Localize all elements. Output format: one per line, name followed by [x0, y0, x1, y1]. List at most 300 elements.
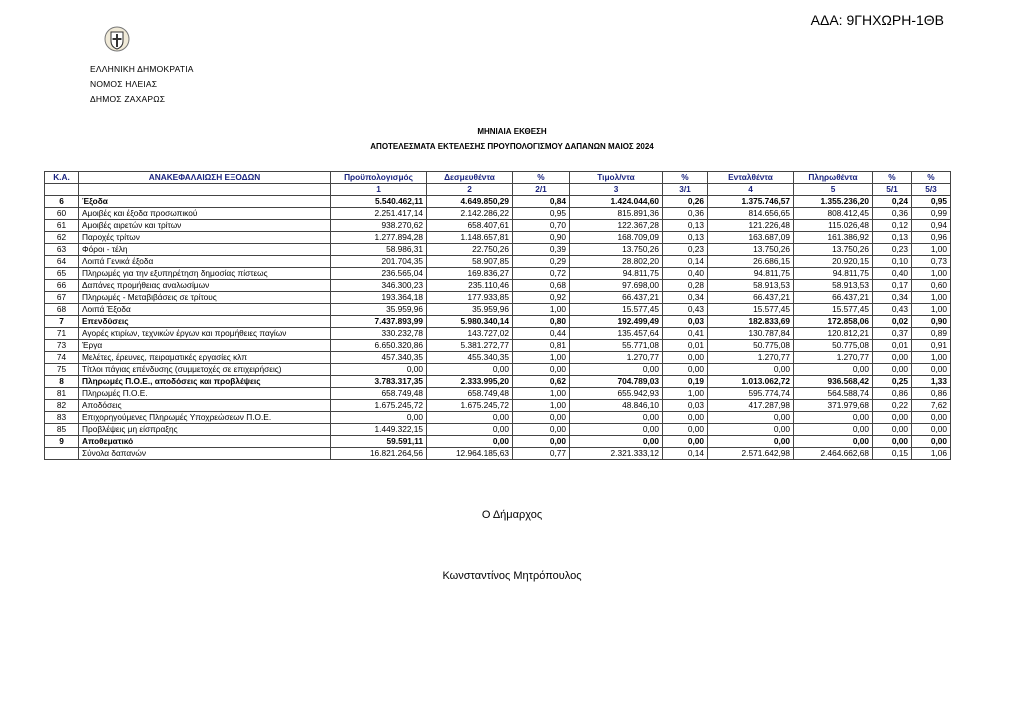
- pct-3-1-cell: 0,00: [663, 436, 708, 448]
- paid-cell: 58.913,53: [794, 280, 873, 292]
- description-cell: Αποθεματικό: [79, 436, 331, 448]
- invoiced-cell: 97.698,00: [570, 280, 663, 292]
- code-cell: [45, 448, 79, 460]
- pct-2-1-cell: 0,62: [513, 376, 570, 388]
- ordered-cell: 1.375.746,57: [708, 196, 794, 208]
- pct-5-3-cell: 0,89: [912, 328, 951, 340]
- pct-3-1-cell: 0,43: [663, 304, 708, 316]
- pct-5-3-cell: 1,00: [912, 352, 951, 364]
- committed-cell: 22.750,26: [427, 244, 513, 256]
- invoiced-cell: 13.750,26: [570, 244, 663, 256]
- pct-5-1-cell: 0,23: [873, 244, 912, 256]
- paid-cell: 20.920,15: [794, 256, 873, 268]
- pct-5-3-cell: 0,96: [912, 232, 951, 244]
- report-subtitle: ΑΠΟΤΕΛΕΣΜΑΤΑ ΕΚΤΕΛΕΣΗΣ ΠΡΟΥΠΟΛΟΓΙΣΜΟΥ ΔΑΠΑΝΩΝ ΜΑΙΟΣ 2024: [370, 142, 654, 151]
- pct-5-1-cell: 0,00: [873, 364, 912, 376]
- header-ordered: Ενταλθέντα: [708, 172, 794, 184]
- committed-cell: 2.142.286,22: [427, 208, 513, 220]
- table-row: [45, 244, 951, 256]
- pct-2-1-cell: 0,84: [513, 196, 570, 208]
- description-cell: Παροχές τρίτων: [79, 232, 331, 244]
- invoiced-cell: 655.942,93: [570, 388, 663, 400]
- committed-cell: 35.959,96: [427, 304, 513, 316]
- budget-cell: 346.300,23: [331, 280, 427, 292]
- subheader-cell: 5/3: [912, 184, 951, 196]
- invoiced-cell: 704.789,03: [570, 376, 663, 388]
- ordered-cell: 50.775,08: [708, 340, 794, 352]
- pct-5-3-cell: 1,00: [912, 268, 951, 280]
- header-committed: Δεσμευθέντα: [427, 172, 513, 184]
- pct-5-1-cell: 0,00: [873, 424, 912, 436]
- paid-cell: 1.355.236,20: [794, 196, 873, 208]
- ordered-cell: 814.656,65: [708, 208, 794, 220]
- paid-cell: 50.775,08: [794, 340, 873, 352]
- ordered-cell: 182.833,69: [708, 316, 794, 328]
- pct-3-1-cell: 0,00: [663, 424, 708, 436]
- pct-2-1-cell: 1,00: [513, 400, 570, 412]
- description-cell: Δαπάνες προμήθειας αναλωσίμων: [79, 280, 331, 292]
- pct-2-1-cell: 0,95: [513, 208, 570, 220]
- invoiced-cell: 0,00: [570, 412, 663, 424]
- ordered-cell: 26.686,15: [708, 256, 794, 268]
- code-cell: 7: [45, 316, 79, 328]
- description-cell: Μελέτες, έρευνες, πειραματικές εργασίες κλπ: [79, 352, 331, 364]
- description-cell: Προβλέψεις μη είσπραξης: [79, 424, 331, 436]
- table-row: [45, 436, 951, 448]
- budget-cell: 1.675.245,72: [331, 400, 427, 412]
- description-cell: Λοιπά Γενικά έξοδα: [79, 256, 331, 268]
- committed-cell: 0,00: [427, 436, 513, 448]
- paid-cell: 936.568,42: [794, 376, 873, 388]
- pct-5-1-cell: 0,12: [873, 220, 912, 232]
- pct-2-1-cell: 0,00: [513, 364, 570, 376]
- code-cell: 66: [45, 280, 79, 292]
- header-pct-3-1: %: [663, 172, 708, 184]
- ordered-cell: 15.577,45: [708, 304, 794, 316]
- pct-3-1-cell: 1,00: [663, 388, 708, 400]
- paid-cell: 13.750,26: [794, 244, 873, 256]
- pct-5-3-cell: 0,00: [912, 436, 951, 448]
- code-cell: 85: [45, 424, 79, 436]
- code-cell: 63: [45, 244, 79, 256]
- committed-cell: 1.675.245,72: [427, 400, 513, 412]
- subheader-cell: 2: [427, 184, 513, 196]
- pct-3-1-cell: 0,00: [663, 364, 708, 376]
- budget-cell: 3.783.317,35: [331, 376, 427, 388]
- invoiced-cell: 0,00: [570, 436, 663, 448]
- pct-2-1-cell: 1,00: [513, 304, 570, 316]
- table-row: [45, 388, 951, 400]
- table-row: [45, 292, 951, 304]
- code-cell: 74: [45, 352, 79, 364]
- pct-2-1-cell: 0,80: [513, 316, 570, 328]
- budget-cell: 236.565,04: [331, 268, 427, 280]
- description-cell: Πληρωμές για την εξυπηρέτηση δημοσίας πίστεως: [79, 268, 331, 280]
- pct-5-1-cell: 0,02: [873, 316, 912, 328]
- subheader-cell: 3: [570, 184, 663, 196]
- pct-2-1-cell: 0,00: [513, 412, 570, 424]
- code-cell: 73: [45, 340, 79, 352]
- committed-cell: 58.907,85: [427, 256, 513, 268]
- pct-3-1-cell: 0,41: [663, 328, 708, 340]
- budget-table: [44, 171, 951, 460]
- pct-5-3-cell: 0,00: [912, 364, 951, 376]
- description-cell: Αμοιβές και έξοδα προσωπικού: [79, 208, 331, 220]
- pct-2-1-cell: 0,90: [513, 232, 570, 244]
- table-row: [45, 196, 951, 208]
- pct-5-3-cell: 0,86: [912, 388, 951, 400]
- subheader-cell: 5: [794, 184, 873, 196]
- committed-cell: 0,00: [427, 424, 513, 436]
- table-row: [45, 304, 951, 316]
- invoiced-cell: 0,00: [570, 424, 663, 436]
- table-subheader-row: [45, 184, 951, 196]
- budget-cell: 457.340,35: [331, 352, 427, 364]
- header-paid: Πληρωθέντα: [794, 172, 873, 184]
- code-cell: 6: [45, 196, 79, 208]
- subheader-cell: [45, 184, 79, 196]
- code-cell: 81: [45, 388, 79, 400]
- pct-5-1-cell: 0,15: [873, 448, 912, 460]
- budget-cell: 0,00: [331, 412, 427, 424]
- issuer-prefecture: ΝΟΜΟΣ ΗΛΕΙΑΣ: [90, 79, 158, 89]
- pct-2-1-cell: 0,81: [513, 340, 570, 352]
- invoiced-cell: 66.437,21: [570, 292, 663, 304]
- subheader-cell: 1: [331, 184, 427, 196]
- paid-cell: 161.386,92: [794, 232, 873, 244]
- committed-cell: 1.148.657,81: [427, 232, 513, 244]
- report-title: ΜΗΝΙΑΙΑ ΕΚΘΕΣΗ: [477, 127, 547, 136]
- budget-cell: 16.821.264,56: [331, 448, 427, 460]
- invoiced-cell: 0,00: [570, 364, 663, 376]
- paid-cell: 808.412,45: [794, 208, 873, 220]
- description-cell: Έξοδα: [79, 196, 331, 208]
- header-invoiced: Τιμολ/ντα: [570, 172, 663, 184]
- pct-3-1-cell: 0,40: [663, 268, 708, 280]
- pct-5-3-cell: 0,94: [912, 220, 951, 232]
- code-cell: 9: [45, 436, 79, 448]
- committed-cell: 235.110,46: [427, 280, 513, 292]
- table-row: [45, 256, 951, 268]
- ordered-cell: 0,00: [708, 364, 794, 376]
- pct-5-3-cell: 0,95: [912, 196, 951, 208]
- issuer-municipality: ΔΗΜΟΣ ΖΑΧΑΡΩΣ: [90, 94, 166, 104]
- description-cell: Πληρωμές Π.Ο.Ε.: [79, 388, 331, 400]
- pct-2-1-cell: 0,00: [513, 424, 570, 436]
- code-cell: 75: [45, 364, 79, 376]
- header-pct-2-1: %: [513, 172, 570, 184]
- pct-2-1-cell: 0,72: [513, 268, 570, 280]
- code-cell: 67: [45, 292, 79, 304]
- pct-3-1-cell: 0,28: [663, 280, 708, 292]
- pct-5-3-cell: 1,33: [912, 376, 951, 388]
- budget-cell: 193.364,18: [331, 292, 427, 304]
- committed-cell: 658.749,48: [427, 388, 513, 400]
- invoiced-cell: 28.802,20: [570, 256, 663, 268]
- ordered-cell: 0,00: [708, 436, 794, 448]
- paid-cell: 0,00: [794, 364, 873, 376]
- issuer-block: [90, 62, 194, 107]
- pct-3-1-cell: 0,03: [663, 316, 708, 328]
- code-cell: 61: [45, 220, 79, 232]
- description-cell: Φόροι - τέλη: [79, 244, 331, 256]
- invoiced-cell: 1.424.044,60: [570, 196, 663, 208]
- ordered-cell: 1.013.062,72: [708, 376, 794, 388]
- subheader-cell: [79, 184, 331, 196]
- invoiced-cell: 192.499,49: [570, 316, 663, 328]
- pct-5-3-cell: 0,99: [912, 208, 951, 220]
- table-row: [45, 316, 951, 328]
- header-code: Κ.Α.: [45, 172, 79, 184]
- pct-3-1-cell: 0,00: [663, 412, 708, 424]
- pct-2-1-cell: 0,92: [513, 292, 570, 304]
- table-row: [45, 280, 951, 292]
- description-cell: Σύνολα δαπανών: [79, 448, 331, 460]
- invoiced-cell: 168.709,09: [570, 232, 663, 244]
- committed-cell: 12.964.185,63: [427, 448, 513, 460]
- committed-cell: 143.727,02: [427, 328, 513, 340]
- description-cell: Πληρωμές - Μεταβιβάσεις σε τρίτους: [79, 292, 331, 304]
- subheader-cell: 4: [708, 184, 794, 196]
- code-cell: 60: [45, 208, 79, 220]
- table-row: [45, 232, 951, 244]
- budget-cell: 330.232,78: [331, 328, 427, 340]
- paid-cell: 0,00: [794, 412, 873, 424]
- pct-5-1-cell: 0,22: [873, 400, 912, 412]
- ordered-cell: 417.287,98: [708, 400, 794, 412]
- paid-cell: 120.812,21: [794, 328, 873, 340]
- pct-2-1-cell: 0,44: [513, 328, 570, 340]
- budget-cell: 7.437.893,99: [331, 316, 427, 328]
- code-cell: 64: [45, 256, 79, 268]
- code-cell: 68: [45, 304, 79, 316]
- pct-5-3-cell: 1,00: [912, 292, 951, 304]
- pct-2-1-cell: 1,00: [513, 352, 570, 364]
- description-cell: Αμοιβές αιρετών και τρίτων: [79, 220, 331, 232]
- pct-3-1-cell: 0,34: [663, 292, 708, 304]
- ordered-cell: 130.787,84: [708, 328, 794, 340]
- signer-name: Κωνσταντίνος Μητρόπουλος: [442, 570, 582, 582]
- paid-cell: 15.577,45: [794, 304, 873, 316]
- pct-3-1-cell: 0,14: [663, 448, 708, 460]
- paid-cell: 0,00: [794, 424, 873, 436]
- pct-3-1-cell: 0,19: [663, 376, 708, 388]
- pct-5-1-cell: 0,13: [873, 232, 912, 244]
- table-row: [45, 400, 951, 412]
- committed-cell: 177.933,85: [427, 292, 513, 304]
- invoiced-cell: 15.577,45: [570, 304, 663, 316]
- ordered-cell: 163.687,09: [708, 232, 794, 244]
- pct-5-1-cell: 0,36: [873, 208, 912, 220]
- ordered-cell: 2.571.642,98: [708, 448, 794, 460]
- pct-5-3-cell: 0,60: [912, 280, 951, 292]
- pct-2-1-cell: 0,00: [513, 436, 570, 448]
- code-cell: 82: [45, 400, 79, 412]
- budget-cell: 2.251.417,14: [331, 208, 427, 220]
- pct-3-1-cell: 0,13: [663, 220, 708, 232]
- paid-cell: 94.811,75: [794, 268, 873, 280]
- ordered-cell: 94.811,75: [708, 268, 794, 280]
- code-cell: 71: [45, 328, 79, 340]
- committed-cell: 5.980.340,14: [427, 316, 513, 328]
- committed-cell: 4.649.850,29: [427, 196, 513, 208]
- budget-cell: 6.650.320,86: [331, 340, 427, 352]
- pct-2-1-cell: 0,68: [513, 280, 570, 292]
- subheader-cell: 5/1: [873, 184, 912, 196]
- budget-cell: 658.749,48: [331, 388, 427, 400]
- pct-5-1-cell: 0,86: [873, 388, 912, 400]
- table-row: [45, 328, 951, 340]
- pct-5-1-cell: 0,34: [873, 292, 912, 304]
- budget-cell: 59.591,11: [331, 436, 427, 448]
- pct-2-1-cell: 0,29: [513, 256, 570, 268]
- pct-2-1-cell: 0,77: [513, 448, 570, 460]
- committed-cell: 0,00: [427, 412, 513, 424]
- invoiced-cell: 94.811,75: [570, 268, 663, 280]
- header-description: ΑΝΑΚΕΦΑΛΑΙΩΣΗ ΕΞΟΔΩΝ: [79, 172, 331, 184]
- pct-5-3-cell: 7,62: [912, 400, 951, 412]
- subheader-cell: 2/1: [513, 184, 570, 196]
- ordered-cell: 1.270,77: [708, 352, 794, 364]
- description-cell: Αποδόσεις: [79, 400, 331, 412]
- budget-table-body: [45, 196, 951, 460]
- pct-5-1-cell: 0,43: [873, 304, 912, 316]
- pct-3-1-cell: 0,03: [663, 400, 708, 412]
- pct-5-3-cell: 0,90: [912, 316, 951, 328]
- greek-coat-of-arms-icon: [104, 24, 130, 54]
- pct-5-3-cell: 0,00: [912, 424, 951, 436]
- budget-cell: 58.986,31: [331, 244, 427, 256]
- pct-3-1-cell: 0,36: [663, 208, 708, 220]
- paid-cell: 172.858,06: [794, 316, 873, 328]
- committed-cell: 5.381.272,77: [427, 340, 513, 352]
- header-pct-5-3: %: [912, 172, 951, 184]
- pct-5-1-cell: 0,40: [873, 268, 912, 280]
- subheader-cell: 3/1: [663, 184, 708, 196]
- table-row: [45, 352, 951, 364]
- pct-5-3-cell: 0,91: [912, 340, 951, 352]
- pct-5-1-cell: 0,25: [873, 376, 912, 388]
- budget-cell: 1.277.894,28: [331, 232, 427, 244]
- pct-3-1-cell: 0,01: [663, 340, 708, 352]
- pct-3-1-cell: 0,26: [663, 196, 708, 208]
- code-cell: 62: [45, 232, 79, 244]
- paid-cell: 115.026,48: [794, 220, 873, 232]
- committed-cell: 0,00: [427, 364, 513, 376]
- table-row: [45, 208, 951, 220]
- committed-cell: 455.340,35: [427, 352, 513, 364]
- ordered-cell: 66.437,21: [708, 292, 794, 304]
- pct-3-1-cell: 0,23: [663, 244, 708, 256]
- description-cell: Επενδύσεις: [79, 316, 331, 328]
- pct-5-1-cell: 0,10: [873, 256, 912, 268]
- ordered-cell: 0,00: [708, 412, 794, 424]
- committed-cell: 169.836,27: [427, 268, 513, 280]
- budget-cell: 5.540.462,11: [331, 196, 427, 208]
- paid-cell: 0,00: [794, 436, 873, 448]
- invoiced-cell: 55.771,08: [570, 340, 663, 352]
- paid-cell: 1.270,77: [794, 352, 873, 364]
- paid-cell: 2.464.662,68: [794, 448, 873, 460]
- committed-cell: 658.407,61: [427, 220, 513, 232]
- ordered-cell: 13.750,26: [708, 244, 794, 256]
- pct-3-1-cell: 0,14: [663, 256, 708, 268]
- pct-2-1-cell: 1,00: [513, 388, 570, 400]
- header-pct-5-1: %: [873, 172, 912, 184]
- code-cell: 83: [45, 412, 79, 424]
- budget-cell: 938.270,62: [331, 220, 427, 232]
- pct-5-1-cell: 0,17: [873, 280, 912, 292]
- description-cell: Επιχορηγούμενες Πληρωμές Υποχρεώσεων Π.Ο.Ε.: [79, 412, 331, 424]
- signer-role: Ο Δήμαρχος: [481, 509, 543, 521]
- pct-5-1-cell: 0,00: [873, 436, 912, 448]
- header-budget: Προϋπολογισμός: [331, 172, 427, 184]
- table-row: [45, 412, 951, 424]
- ordered-cell: 58.913,53: [708, 280, 794, 292]
- ada-code: ΑΔΑ: 9ΓΗΧΩΡΗ-1ΘΒ: [810, 12, 944, 28]
- budget-cell: 35.959,96: [331, 304, 427, 316]
- invoiced-cell: 122.367,28: [570, 220, 663, 232]
- pct-5-3-cell: 1,06: [912, 448, 951, 460]
- budget-cell: 201.704,35: [331, 256, 427, 268]
- budget-cell: 1.449.322,15: [331, 424, 427, 436]
- table-row: [45, 340, 951, 352]
- invoiced-cell: 1.270,77: [570, 352, 663, 364]
- pct-5-1-cell: 0,00: [873, 412, 912, 424]
- paid-cell: 371.979,68: [794, 400, 873, 412]
- ordered-cell: 121.226,48: [708, 220, 794, 232]
- table-row: [45, 220, 951, 232]
- table-row: [45, 268, 951, 280]
- description-cell: Τίτλοι πάγιας επένδυσης (συμμετοχές σε επιχειρήσεις): [79, 364, 331, 376]
- invoiced-cell: 815.891,36: [570, 208, 663, 220]
- pct-5-1-cell: 0,24: [873, 196, 912, 208]
- pct-2-1-cell: 0,39: [513, 244, 570, 256]
- pct-5-1-cell: 0,01: [873, 340, 912, 352]
- pct-5-3-cell: 0,73: [912, 256, 951, 268]
- paid-cell: 564.588,74: [794, 388, 873, 400]
- table-row: [45, 376, 951, 388]
- pct-5-3-cell: 1,00: [912, 304, 951, 316]
- table-row: [45, 424, 951, 436]
- ordered-cell: 595.774,74: [708, 388, 794, 400]
- pct-5-1-cell: 0,00: [873, 352, 912, 364]
- pct-3-1-cell: 0,13: [663, 232, 708, 244]
- description-cell: Έργα: [79, 340, 331, 352]
- invoiced-cell: 135.457,64: [570, 328, 663, 340]
- description-cell: Λοιπά Έξοδα: [79, 304, 331, 316]
- issuer-country: ΕΛΛΗΝΙΚΗ ΔΗΜΟΚΡΑΤΙΑ: [90, 64, 194, 74]
- code-cell: 8: [45, 376, 79, 388]
- description-cell: Αγορές κτιρίων, τεχνικών έργων και προμήθειες παγίων: [79, 328, 331, 340]
- budget-cell: 0,00: [331, 364, 427, 376]
- pct-2-1-cell: 0,70: [513, 220, 570, 232]
- invoiced-cell: 48.846,10: [570, 400, 663, 412]
- description-cell: Πληρωμές Π.Ο.Ε., αποδόσεις και προβλέψεις: [79, 376, 331, 388]
- table-header-row: [45, 172, 951, 184]
- invoiced-cell: 2.321.333,12: [570, 448, 663, 460]
- paid-cell: 66.437,21: [794, 292, 873, 304]
- code-cell: 65: [45, 268, 79, 280]
- pct-3-1-cell: 0,00: [663, 352, 708, 364]
- table-row: [45, 364, 951, 376]
- pct-5-1-cell: 0,37: [873, 328, 912, 340]
- committed-cell: 2.333.995,20: [427, 376, 513, 388]
- pct-5-3-cell: 0,00: [912, 412, 951, 424]
- pct-5-3-cell: 1,00: [912, 244, 951, 256]
- ordered-cell: 0,00: [708, 424, 794, 436]
- table-row: [45, 448, 951, 460]
